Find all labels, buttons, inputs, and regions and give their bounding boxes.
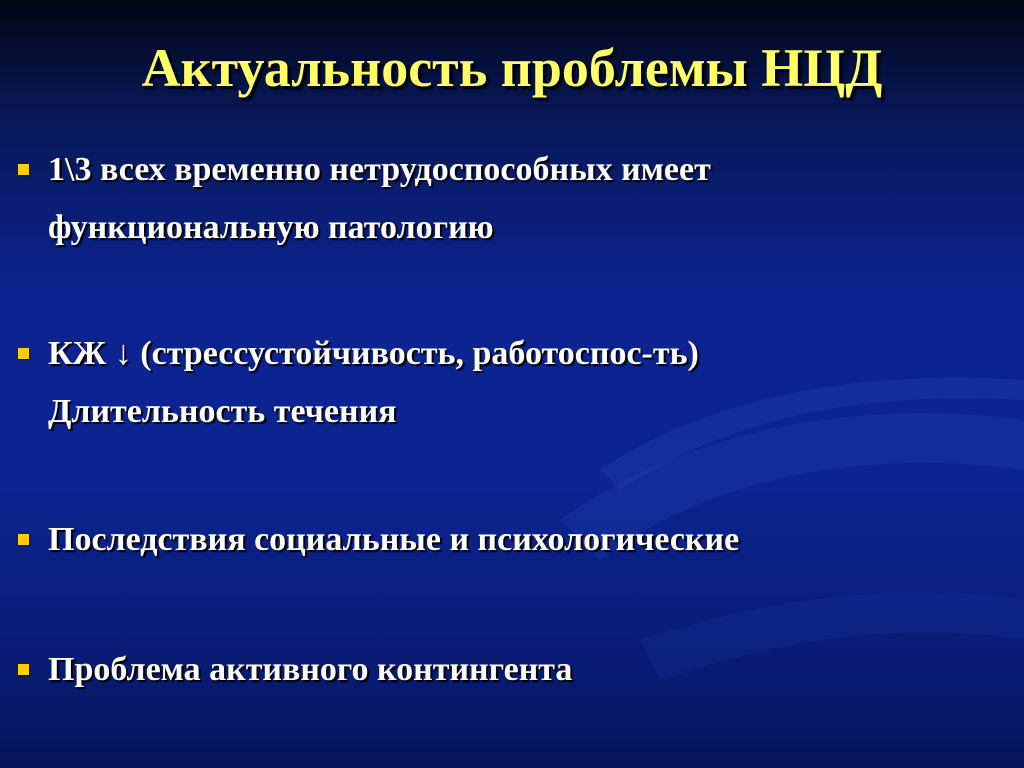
bullet-line: Длительность течения — [48, 393, 397, 430]
slide-title: Актуальность проблемы НЦД — [141, 38, 883, 98]
square-bullet-icon — [18, 164, 29, 175]
bullet-line: 1\3 всех временно нетрудоспособных имеет — [48, 151, 711, 188]
bullet-line: функциональную патологию — [48, 209, 494, 246]
bullet-text — [48, 511, 998, 569]
bullet-text — [48, 141, 998, 257]
square-bullet-icon — [18, 534, 29, 545]
bullet-line: Последствия социальные и психологические — [48, 521, 740, 558]
bullet-line: Проблема активного контингента — [48, 651, 573, 688]
square-bullet-icon — [18, 348, 29, 359]
bullet-text — [48, 641, 998, 699]
bullet-text — [48, 325, 998, 441]
square-bullet-icon — [18, 664, 29, 675]
bullet-line: КЖ ↓ (стрессустойчивость, работоспос-ть) — [48, 335, 699, 372]
